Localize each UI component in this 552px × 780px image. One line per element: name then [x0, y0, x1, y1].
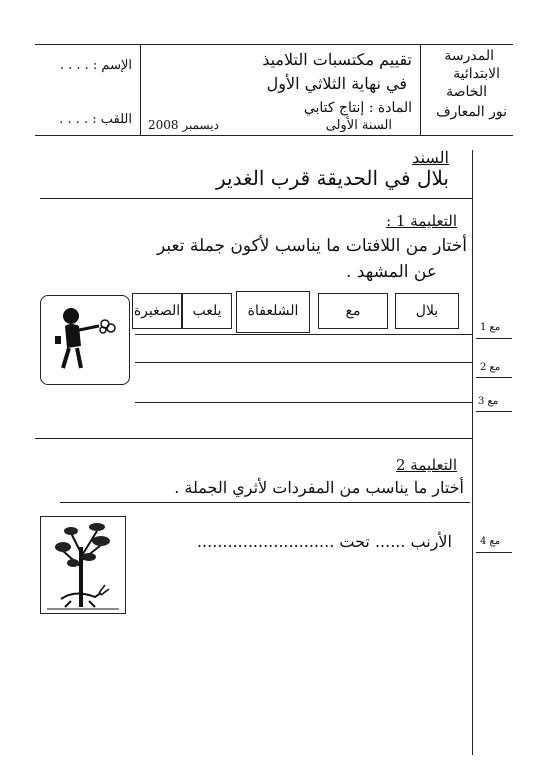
word-card-4-label: يلعب — [192, 303, 222, 319]
criterion-1-line — [476, 338, 512, 339]
criterion-2-line — [476, 377, 512, 378]
sanad-sentence: بلال في الحديقة قرب الغدير — [216, 166, 449, 190]
sanad-underline — [40, 198, 472, 199]
section-separator — [35, 438, 472, 439]
tree-rabbit-picture-frame — [40, 516, 126, 614]
word-card-5[interactable] — [132, 293, 182, 329]
word-card-3[interactable] — [236, 291, 310, 333]
criterion-1-label: مع 1 — [480, 322, 501, 333]
word-card-5-label: الصغيرة — [133, 303, 181, 319]
header-bottom-border — [35, 135, 513, 136]
boy-running-icon — [41, 296, 129, 384]
sanad-label: السند — [412, 148, 449, 167]
task1-instruction-1: أختار من اللافتات ما يناسب لأكون جملة تعبر — [157, 236, 467, 256]
answer-line-1[interactable] — [135, 334, 472, 335]
task2-underline — [60, 502, 470, 503]
word-card-2-label: مع — [345, 303, 361, 319]
header-divider-left — [140, 44, 141, 136]
criterion-4-label: مع 4 — [480, 536, 501, 547]
criterion-3-line — [476, 411, 512, 412]
task2-sentence[interactable]: الأرنب ...... تحت ........................... — [196, 532, 452, 551]
word-card-3-label: الشلعفاة — [247, 303, 299, 319]
task1-instruction-2: عن المشهد . — [346, 262, 437, 282]
exam-title-1: تقييم مكتسبات التلاميذ — [262, 50, 412, 69]
task2-instruction: أختار ما يناسب من المفردات لأثري الجملة . — [174, 478, 464, 497]
school-line-4: نور المعارف — [436, 104, 507, 120]
subject: المادة : إنتاج كتابي — [303, 100, 412, 116]
surname-field[interactable]: اللقب : . . . . — [59, 112, 132, 127]
header-top-border — [35, 44, 513, 45]
name-field[interactable]: الإسم : . . . . — [59, 58, 132, 73]
school-line-1: المدرسة — [444, 48, 494, 64]
exam-date: ديسمبر 2008 — [148, 118, 219, 132]
exam-title-2: في نهاية الثلاثي الأول — [266, 74, 407, 93]
school-line-3: الخاصة — [446, 84, 487, 100]
word-card-2[interactable] — [318, 293, 388, 329]
tree-rabbit-icon — [41, 517, 125, 613]
answer-line-3[interactable] — [135, 402, 472, 403]
boy-picture-frame — [40, 295, 130, 385]
criterion-4-line — [476, 552, 512, 553]
criterion-2-label: مع 2 — [480, 362, 501, 373]
answer-line-2[interactable] — [135, 362, 472, 363]
word-card-1[interactable] — [395, 293, 459, 329]
header-divider-right — [420, 44, 421, 136]
criteria-margin-line — [472, 150, 473, 755]
word-card-4[interactable] — [182, 293, 232, 329]
level: السنة الأولى — [325, 118, 392, 133]
word-card-1-label: بلال — [415, 303, 439, 319]
task1-label: التعليمة 1 : — [386, 212, 457, 230]
task2-label: التعليمة 2 — [395, 456, 457, 474]
criterion-3-label: مع 3 — [478, 396, 499, 407]
school-line-2: الابتدائية — [453, 66, 500, 82]
